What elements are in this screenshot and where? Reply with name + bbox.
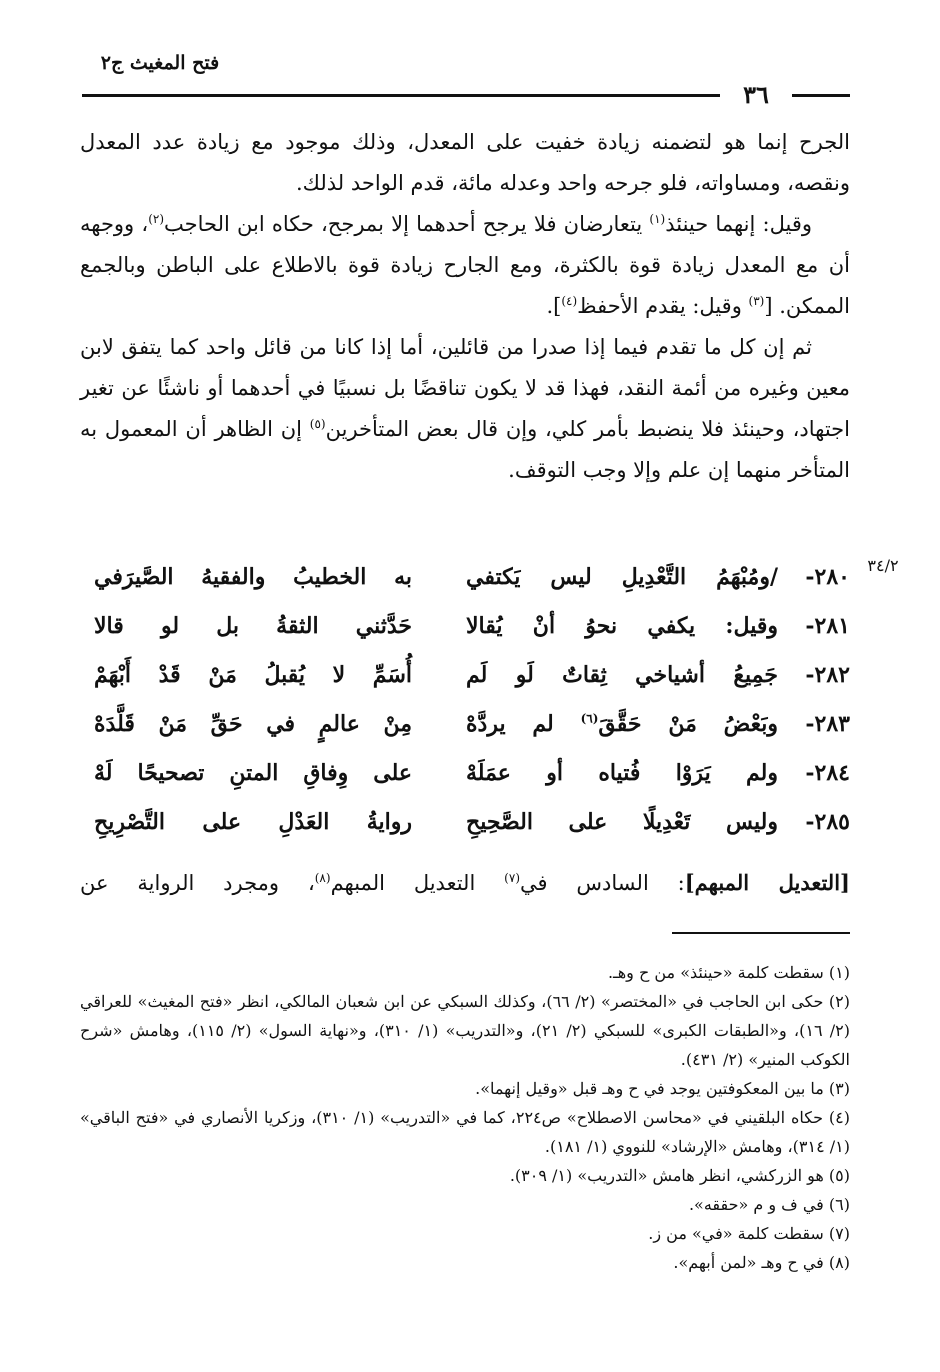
footnote-ref: (٦) bbox=[580, 711, 599, 726]
text-run: وبَعْضُ مَنْ حَقَّقَ bbox=[598, 711, 778, 737]
verse-first-hemistich: وقيل: يكفي نحوُ أنْ يُقالا bbox=[466, 613, 778, 639]
text-run: ]. bbox=[546, 294, 562, 318]
footnote bbox=[80, 1219, 850, 1248]
footnote-text: هو الزركشي، انظر هامش «التدريب» (١/ ٣٠٩). bbox=[509, 1166, 824, 1185]
footnote-ref: (٢) bbox=[148, 212, 165, 226]
verse-number: ٢٨٥- bbox=[805, 809, 850, 835]
footnote-ref: (٧) bbox=[504, 871, 520, 885]
footnote-number: (٦) bbox=[828, 1195, 850, 1214]
running-header-title: فتح المغيث ج٢ bbox=[100, 52, 220, 74]
footnote-number: (٨) bbox=[828, 1253, 850, 1272]
paragraph bbox=[80, 122, 850, 204]
footnote-number: (٢) bbox=[828, 992, 850, 1011]
verse-number: ٢٨٤- bbox=[805, 760, 850, 786]
footnote-text: في ف و م «حققه». bbox=[688, 1195, 824, 1214]
page-number: ٣٦ bbox=[743, 80, 769, 109]
verse-second-hemistich: به الخطيبُ والفقيهُ الصَّيرَفي bbox=[94, 564, 412, 590]
footnote-text: سقطت كلمة «في» من ز. bbox=[648, 1224, 824, 1243]
footnote-text: حكاه البلقيني في «محاسن الاصطلاح» ص٢٢٤، كما في «التدريب» (١/ ٣١٠)، وزكريا الأنصاري في «فتح الباقي» (١/ ٣١٤)، وهامش «الإرشاد» للنووي (١/ ١٨١). bbox=[80, 1108, 850, 1156]
verse-second-hemistich: حَدَّثني الثقةُ بل لو قالا bbox=[94, 613, 412, 639]
text-run: إن الظاهر أن المعمول به المتأخر منهما إن علم وإلا وجب التوقف. bbox=[80, 417, 850, 482]
footnote-text: سقطت كلمة «حينئذ» من ح وهـ. bbox=[607, 963, 824, 982]
verse-line bbox=[80, 605, 850, 654]
verse-first-hemistich: ولم يَرَوْا فُتياه أو عمَلَهْ bbox=[466, 760, 778, 786]
footnote-ref: (٣) bbox=[748, 294, 765, 308]
footnotes bbox=[80, 958, 850, 1277]
verse-second-hemistich: روايةُ العَدْلِ على التَّصْرِيحِ bbox=[94, 809, 412, 835]
text-run: يتعارضان فلا يرجح أحدهما إلا بمرجح، حكاه ابن الحاجب bbox=[164, 212, 650, 236]
footnote-number: (٤) bbox=[828, 1108, 850, 1127]
verse-line bbox=[80, 556, 850, 605]
footnote bbox=[80, 987, 850, 1074]
footnote bbox=[80, 1161, 850, 1190]
text-run: ثم إن كل ما تقدم فيما إذا صدرا من قائلين، أما إذا كانا من قائل واحد كما يتفق لابن معين وغيره من أئمة النقد، فهذا قد لا يكون تناقضًا بل نسبيًا في أحدهما أو ناشئًا عن تغير اجتهاد، وحينئذ فلا ينضبط بأمر كلي، وإن قال بعض المتأخرين bbox=[80, 335, 850, 441]
verse-number: ٢٨٢- bbox=[805, 662, 850, 688]
verse-first-hemistich bbox=[466, 711, 778, 737]
footnote bbox=[80, 1074, 850, 1103]
verse-block bbox=[80, 556, 850, 850]
footnote-ref: (١) bbox=[649, 212, 666, 226]
footnote-number: (١) bbox=[828, 963, 850, 982]
footnote bbox=[80, 958, 850, 987]
verse-line bbox=[80, 801, 850, 850]
footnote-text: في ح وهـ «لمن أبهم». bbox=[673, 1253, 824, 1272]
section-intro-line bbox=[80, 862, 850, 904]
text-run: وقيل: يقدم الأحفظ bbox=[577, 294, 749, 318]
verse-number: ٢٨٠- bbox=[805, 564, 850, 590]
verse-number: ٢٨٣- bbox=[805, 711, 850, 737]
footnote bbox=[80, 1248, 850, 1277]
section-label: [التعديل المبهم] bbox=[684, 870, 850, 895]
verse-line bbox=[80, 654, 850, 703]
header-rule-short bbox=[792, 94, 850, 97]
footnote bbox=[80, 1103, 850, 1161]
footnote-text: ما بين المعكوفتين يوجد في ح وهـ قبل «وقيل إنهما». bbox=[475, 1079, 824, 1098]
footnote-number: (٧) bbox=[828, 1224, 850, 1243]
text-run: ، ومجرد الرواية عن bbox=[80, 871, 315, 895]
footnote-number: (٥) bbox=[828, 1166, 850, 1185]
verse-first-hemistich: /ومُبْهَمُ التَّعْدِيلِ ليس يَكتفي bbox=[466, 564, 778, 590]
footnote-ref: (٥) bbox=[309, 417, 326, 431]
verse-number: ٢٨١- bbox=[805, 613, 850, 639]
verse-first-hemistich: وليس تَعْدِيلًا على الصَّحِيحِ bbox=[466, 809, 778, 835]
text-run: وقيل: إنهما حينئذ bbox=[665, 212, 813, 236]
footnote-separator bbox=[672, 932, 850, 934]
main-text bbox=[80, 122, 850, 491]
verse-second-hemistich: أُسَمِّ لا يُقبلُ مَنْ قَدْ أَبْهَمْ bbox=[94, 662, 412, 688]
footnote-number: (٣) bbox=[828, 1079, 850, 1098]
verse-line bbox=[80, 752, 850, 801]
margin-reference: ٣٤/٢ bbox=[867, 556, 899, 575]
footnote-text: حكى ابن الحاجب في «المختصر» (٢/ ٦٦)، وكذلك السبكي عن ابن شعبان المالكي، انظر «فتح المغيث» للعراقي (٢/ ١٦)، و«الطبقات الكبرى» للسبكي (٢/ ٢١)، و«التدريب» (١/ ٣١٠)، و«نهاية السول» (٢/ ١١٥)، وهامش «شرح الكوكب المنير» (٢/ ٤٣١). bbox=[80, 992, 850, 1069]
paragraph bbox=[80, 327, 850, 491]
paragraph bbox=[80, 204, 850, 327]
verse-first-hemistich: جَمِيعُ أشياخي ثِقاتٌ لَو لَم bbox=[466, 662, 778, 688]
verse-second-hemistich: مِنْ عالمٍ في حَقِّ مَنْ قَلَّدَهْ bbox=[94, 711, 412, 737]
text-line: المعدل ونقصه، ومساواته، فلو جرحه واحد وعدله مائة، قدم الواحد لذلك. bbox=[80, 130, 850, 195]
footnote-ref: (٤) bbox=[561, 294, 578, 308]
text-run: لم يردَّهْ bbox=[466, 711, 581, 737]
verse-second-hemistich: على وِفاقِ المتنِ تصحيحًا لَهْ bbox=[94, 760, 412, 786]
footnote bbox=[80, 1190, 850, 1219]
verse-line bbox=[80, 703, 850, 752]
header-rule bbox=[82, 94, 720, 97]
text-run: : السادس في bbox=[520, 871, 685, 895]
footnote-ref: (٨) bbox=[314, 871, 331, 885]
text-run: ، ووجهه أن مع المعدل زيادة قوة بالكثرة، ومع الجارح زيادة قوة بالاطلاع على الباطن وبالجمع الممكن. [ bbox=[80, 212, 850, 318]
text-run: التعديل المبهم bbox=[330, 871, 505, 895]
text-line: الجرح إنما هو لتضمنه زيادة خفيت على المعدل، وذلك موجود مع زيادة عدد bbox=[152, 130, 850, 154]
